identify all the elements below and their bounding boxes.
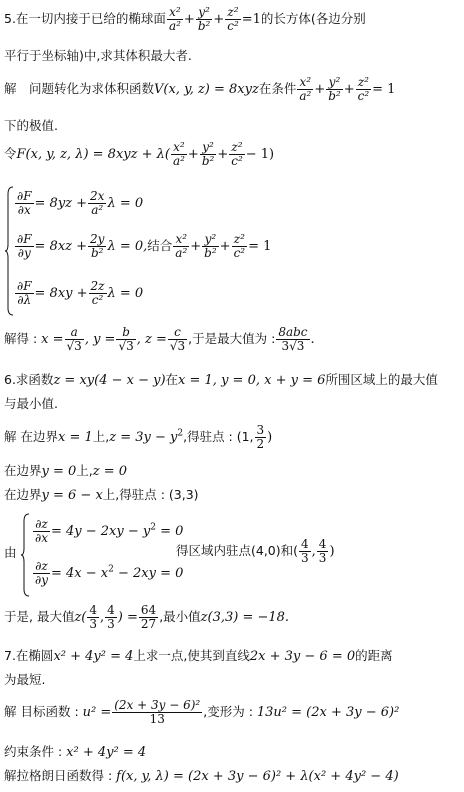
p5-system-eq-1: $\frac{\partial F}{\partial x}$ = 8yz + $\frac{2x}{\text{a²}}$ λ = 0 — [17, 189, 144, 217]
p7-lagrangian: 解拉格朗日函数得 : f(x, y, λ) = (2x + 3y − 6)² + λ(x² + 4y² − 4) — [4, 768, 399, 784]
left-brace-icon-2 — [20, 513, 30, 597]
p5-system-eq-3: $\frac{\partial F}{\partial\lambda}$ = 8xy + $\frac{2z}{\text{c²}}$ λ = 0 — [17, 279, 144, 307]
frac-x2-a2: $\frac{\text{x²}}{\text{a²}}$ — [168, 5, 181, 33]
p6-line-5: 在边界y = 6 − x上,得驻点 : (3,3) — [4, 487, 199, 503]
p5-lagrangian: 令F(x, y, z, λ) = 8xyz + λ( $\frac{\text{x²}}{\text{a²}}$ + $\frac{\text{y²}}{\text{b²}}$ + $\frac{\text{z²}}{\text{c²}}$ − 1) — [4, 140, 275, 168]
p7-constraint: 约束条件 : x² + 4y² = 4 — [4, 744, 147, 760]
p6-by-label: 由 — [4, 545, 17, 560]
p6-line-4: 在边界y = 0上,z = 0 — [4, 463, 128, 479]
p7-objective: 解 目标函数 : u² = $\frac{\text{(2x + 3y − 6)²}}{13}$ ,变形为 : 13u² = (2x + 3y − 6)² — [4, 698, 400, 726]
p5-line-4: 下的极值. — [4, 118, 58, 133]
p6-system-eq-1: $\frac{\partial z}{\partial x}$ = $4y - 2xy - y^2 = 0$ — [35, 517, 184, 545]
p7-line-1: 7.在椭圆x² + 4y² = 4上求一点,使其到直线2x + 3y − 6 = 0的距离 — [4, 648, 393, 664]
frac-z2-c2: $\frac{\text{z²}}{\text{c²}}$ — [227, 5, 239, 33]
p6-interior-point: 得区域内驻点(4,0)和( $\frac{4}{3}$ , $\frac{4}{3}$ ) — [176, 537, 335, 565]
p5-system-eq-2: $\frac{\partial F}{\partial y}$ = 8xz + $\frac{2y}{\text{b²}}$ λ = 0,结合 $\frac{\text{x²}}{\text{a²}}$ + $\frac{\text{y²}}{\text{b²}}$ + $\frac{\text{z²}}{\text{c²}}$ = 1 — [17, 232, 272, 260]
frac-y2-b2: $\frac{\text{y²}}{\text{b²}}$ — [197, 5, 211, 33]
left-brace-icon — [4, 186, 14, 316]
p5-solution: 解得 : x = $\frac{a}{√3}$ , y = $\frac{b}{√3}$ , z = $\frac{c}{√3}$ ,于是最大值为 : $\frac{\text{8abc}}{3√3}$ . — [4, 325, 315, 353]
p6-line-1: 6.求函数z = xy(4 − x − y)在x = 1, y = 0, x + y = 6所围区域上的最大值 — [4, 372, 438, 388]
p6-line-3: 解 在边界x = 1上$,z = 3y - y^2$,得驻点 : (1, $\frac{3}{2}$ ) — [4, 423, 273, 451]
p7-line-2: 为最短. — [4, 672, 46, 687]
p5-line-1: 5.在一切内接于已给的椭球面 $\frac{\text{x²}}{\text{a²}}$ + $\frac{\text{y²}}{\text{b²}}$ + $\frac{\text{z²}}{\text{c²}}$ =1的长方体(各边分别 — [4, 5, 366, 33]
p6-line-2: 与最小值. — [4, 396, 58, 411]
p6-conclusion: 于是, 最大值z( $\frac{4}{3}$ , $\frac{4}{3}$ ) = $\frac{64}{27}$ ,最小值z(3,3) = −18. — [4, 603, 290, 631]
p6-system-eq-2: $\frac{\partial z}{\partial y}$ = $4x - x^2 - 2xy = 0$ — [35, 559, 184, 587]
p5-line-3: 解 问题转化为求体积函数V(x, y, z) = 8xyz在条件 $\frac{\text{x²}}{\text{a²}}$ + $\frac{\text{y²}}{\text{b²}}$ + $\frac{\text{z²}}{\text{c²}}$ = 1 — [4, 75, 396, 103]
p5-line-2: 平行于坐标轴)中,求其体积最大者. — [4, 48, 192, 63]
